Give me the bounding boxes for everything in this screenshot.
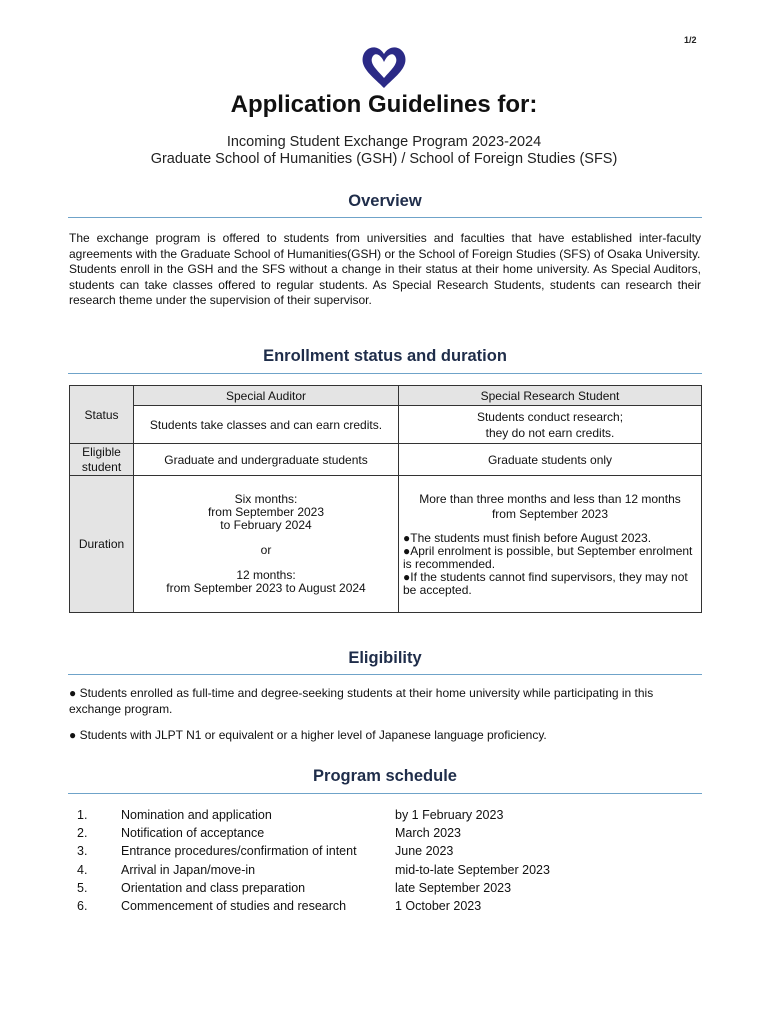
enrollment-heading: Enrollment status and duration [263,347,507,365]
eligible-row-label [70,444,134,476]
overview-heading: Overview [348,192,422,210]
schedule-list [69,806,701,915]
page-number: 1/2 [684,35,697,45]
col-header-special-auditor: Special Auditor [134,386,399,406]
university-logo-icon [358,42,410,90]
schedule-task: Notification of acceptance [121,826,265,841]
duration-note-finish: ●The students must finish before August 2023. [403,530,652,545]
subtitle-schools: Graduate School of Humanities (GSH) / School of Foreign Studies (SFS) [150,151,618,167]
enrollment-divider [68,373,702,374]
duration-research-summary [403,492,697,522]
status-research-line2: they do not earn credits. [485,425,615,440]
duration-or: or [260,543,272,557]
schedule-task: Commencement of studies and research [121,899,347,914]
duration-six-months-from: from September 2023 [207,505,325,519]
duration-twelve-months-range: from September 2023 to August 2024 [166,581,366,595]
overview-divider [68,217,702,218]
schedule-task: Nomination and application [121,808,272,823]
status-research-cell [399,406,702,444]
enrollment-table [69,385,702,613]
overview-paragraph-2: Students enroll in the GSH and the SFS without a change in their status at their home university. As Special Auditors, students can take classes offered to regular students. As Special Research Students, students can research their research theme under the supervision of their supervisor. [69,262,701,308]
schedule-num: 2. [77,826,88,841]
duration-six-months-to: to February 2024 [220,518,312,532]
schedule-date: mid-to-late September 2023 [395,862,550,877]
overview-text [69,231,701,309]
list-item [69,806,701,824]
subtitle-program: Incoming Student Exchange Program 2023-2024 [226,134,542,150]
schedule-heading: Program schedule [313,767,457,785]
schedule-date: by 1 February 2023 [395,808,504,823]
status-row-label: Status [70,386,134,444]
eligibility-divider [68,674,702,675]
eligible-research-cell: Graduate students only [399,444,702,476]
schedule-task: Orientation and class preparation [121,880,306,895]
eligibility-item-1: ● Students enrolled as full-time and degree-seeking students at their home university while participating in this exchange program. [69,686,654,716]
schedule-divider [68,793,702,794]
duration-research-line1: More than three months and less than 12 months [419,491,681,506]
list-item [69,897,701,915]
eligible-label-line1: Eligible [82,444,121,459]
schedule-task: Arrival in Japan/move-in [121,862,256,877]
status-research-line1: Students conduct research; [476,409,624,424]
duration-note-supervisors: ●If the students cannot find supervisors, they may not be accepted. [403,569,688,597]
eligible-label-line2: student [81,459,122,474]
duration-auditor-cell [134,476,399,613]
list-item [69,879,701,897]
list-item [69,824,701,842]
col-header-special-research-student: Special Research Student [399,386,702,406]
page-title: Application Guidelines for: [230,91,538,118]
duration-research-line2: from September 2023 [491,506,609,521]
schedule-num: 5. [77,880,88,895]
schedule-task: Entrance procedures/confirmation of intent [121,844,357,859]
duration-note-april: ●April enrolment is possible, but September enrolment is recommended. [403,543,693,571]
schedule-date: late September 2023 [395,880,512,895]
duration-row-label: Duration [70,476,134,613]
duration-research-cell [399,476,702,613]
list-item [69,861,701,879]
schedule-num: 3. [77,844,88,859]
duration-six-months: Six months: [234,492,298,506]
schedule-date: March 2023 [395,826,462,841]
eligibility-item-2: ● Students with JLPT N1 or equivalent or a higher level of Japanese language proficiency. [69,728,547,742]
schedule-num: 1. [77,808,88,823]
schedule-date: 1 October 2023 [395,899,482,914]
status-auditor-cell: Students take classes and can earn credits. [134,406,399,444]
duration-research-notes [403,532,697,597]
schedule-num: 6. [77,899,88,914]
duration-twelve-months: 12 months: [236,568,296,582]
overview-paragraph-1: The exchange program is offered to students from universities and faculties that have established inter-faculty agreements with the Graduate School of Humanities(GSH) or the School of Foreign Studies (SFS) of Osaka University. [69,231,701,261]
schedule-num: 4. [77,862,88,877]
eligibility-heading: Eligibility [348,649,422,667]
list-item [69,842,701,860]
eligible-auditor-cell: Graduate and undergraduate students [134,444,399,476]
schedule-date: June 2023 [395,844,454,859]
